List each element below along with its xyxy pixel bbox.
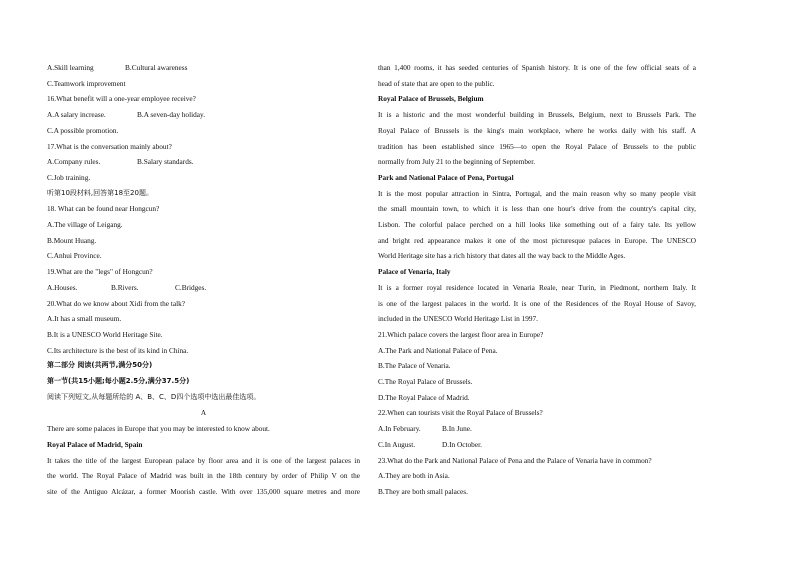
pena-text-line: World Heritage site has a rich history that dates all the way back to the Middle Ages. (378, 251, 626, 261)
pena-text-line: Lisbon. The colorful palace perched on a hill looks like something out of a fairy tale. Its yellow (378, 220, 696, 230)
question-19: 19.What are the "legs" of Hongcun? (47, 267, 153, 277)
passage-label: A (200, 408, 207, 418)
pena-text-line: the small mountain town, to which it is less than one hour's drive from the country's capital city, (378, 204, 696, 214)
madrid-heading: Royal Palace of Madrid, Spain (47, 439, 143, 449)
option-a: A.It has a small museum. (47, 314, 122, 324)
question-23: 23.What do the Park and National Palace of Pena and the Palace of Venaria have in common? (378, 455, 652, 465)
option-a: A.They are both in Asia. (378, 471, 450, 481)
pena-text-line: and bright red appearance makes it one of the most picturesque palaces in Europe. The UNESCO (378, 235, 696, 245)
question-16-options-ab (47, 107, 360, 123)
option-b: B.Rivers. (111, 282, 139, 292)
option-a: A.Company rules. (47, 157, 101, 167)
reading-instructions: 阅读下列短文,从每题所给的 A、B、C、D四个选项中选出最佳选项。 (47, 392, 261, 401)
madrid-text-line: site of the Antiguo Alcázar, a former Moorish castle. With over 135,000 square metres and more (47, 486, 360, 496)
venaria-text-line: is one of the largest palaces in the world. It is one of the Residences of the Royal House of Savoy, (378, 298, 696, 308)
option-c: C.Job training. (47, 172, 91, 182)
option-c: C.A possible promotion. (47, 125, 119, 135)
option-c: C.Teamwork improvement (47, 78, 126, 88)
option-c: C.The Royal Palace of Brussels. (378, 377, 473, 387)
venaria-text-line: included in the UNESCO World Heritage List in 1997. (378, 314, 538, 324)
section-1-heading: 第一节(共15小题;每小题2.5分,满分37.5分) (47, 377, 190, 386)
brussels-heading: Royal Palace of Brussels, Belgium (378, 94, 484, 104)
brussels-text-line: Royal Palace of Brussels is the king's main workplace, where he works daily with his staff. A (378, 125, 696, 135)
brussels-text-line: It is a historic and the most wonderful building in Brussels, Belgium, next to Brussels Park. The (378, 110, 696, 120)
option-a: A.A salary increase. (47, 110, 106, 120)
question-18: 18. What can be found near Hongcun? (47, 204, 160, 214)
madrid-text-line: the world. The Royal Palace of Madrid was built in the 18th century by order of Philip V on the (47, 471, 360, 481)
pena-heading: Park and National Palace of Pena, Portugal (378, 172, 514, 182)
option-d: D.In October. (442, 439, 482, 449)
option-b: B.In June. (442, 424, 472, 434)
passage-intro: There are some palaces in Europe that you may be interested to know about. (47, 424, 270, 434)
option-c: C.Its architecture is the best of its kind in China. (47, 345, 189, 355)
option-b: B.Salary standards. (137, 157, 194, 167)
question-19-options (47, 280, 360, 296)
question-22: 22.When can tourists visit the Royal Palace of Brussels? (378, 408, 543, 418)
pena-text-line: It is the most popular attraction in Sintra, Portugal, and the main reason why so many people visit (378, 188, 696, 198)
option-c: C.In August. (378, 439, 416, 449)
option-b: B.The Palace of Venaria. (378, 361, 451, 371)
option-b: B.Mount Huang. (47, 235, 97, 245)
option-a: A.Houses. (47, 282, 78, 292)
madrid-text-line: It takes the title of the largest European palace by floor area and it is one of the largest palaces in (47, 455, 360, 465)
question-15-options-ab (47, 60, 360, 76)
brussels-text-line: normally from July 21 to the beginning of September. (378, 157, 536, 167)
venaria-heading: Palace of Venaria, Italy (378, 267, 451, 277)
option-c: C.Anhui Province. (47, 251, 102, 261)
option-b: B.They are both small palaces. (378, 486, 468, 496)
option-a: A.In February. (378, 424, 421, 434)
question-16: 16.What benefit will a one-year employee receive? (47, 94, 196, 104)
option-a: A.The village of Leigang. (47, 220, 123, 230)
option-c: C.Bridges. (175, 282, 207, 292)
instruction-material-10: 听第10段材料,回答第18至20题。 (47, 188, 153, 197)
madrid-text-line: than 1,400 rooms, it has seeded centuries of Spanish history. It is one of the few official seats of a (378, 63, 696, 72)
question-17: 17.What is the conversation mainly about? (47, 141, 172, 151)
brussels-text-line: tradition has been established since 1965—to open the Royal Palace of Brussels to the public (378, 141, 696, 151)
venaria-text-line: It is a former royal residence located in Venaria Reale, near Turin, in Piedmont, northern Italy. It (378, 282, 696, 292)
madrid-text-line: head of state that are open to the public. (378, 78, 495, 88)
option-b: B.Cultural awareness (125, 63, 188, 72)
right-column (378, 60, 696, 500)
part-2-heading: 第二部分 阅读(共两节,满分50分) (47, 361, 153, 370)
question-21: 21.Which palace covers the largest floor area in Europe? (378, 329, 544, 339)
option-d: D.The Royal Palace of Madrid. (378, 392, 470, 402)
question-22-options-cd (378, 437, 696, 453)
option-a: A.Skill learning (47, 63, 94, 72)
question-17-options-ab (47, 154, 360, 170)
option-a: A.The Park and National Palace of Pena. (378, 345, 498, 355)
question-22-options-ab (378, 421, 696, 437)
option-b: B.It is a UNESCO World Heritage Site. (47, 329, 163, 339)
option-b: B.A seven-day holiday. (137, 110, 206, 120)
left-column (47, 60, 360, 500)
question-20: 20.What do we know about Xidi from the talk? (47, 298, 185, 308)
